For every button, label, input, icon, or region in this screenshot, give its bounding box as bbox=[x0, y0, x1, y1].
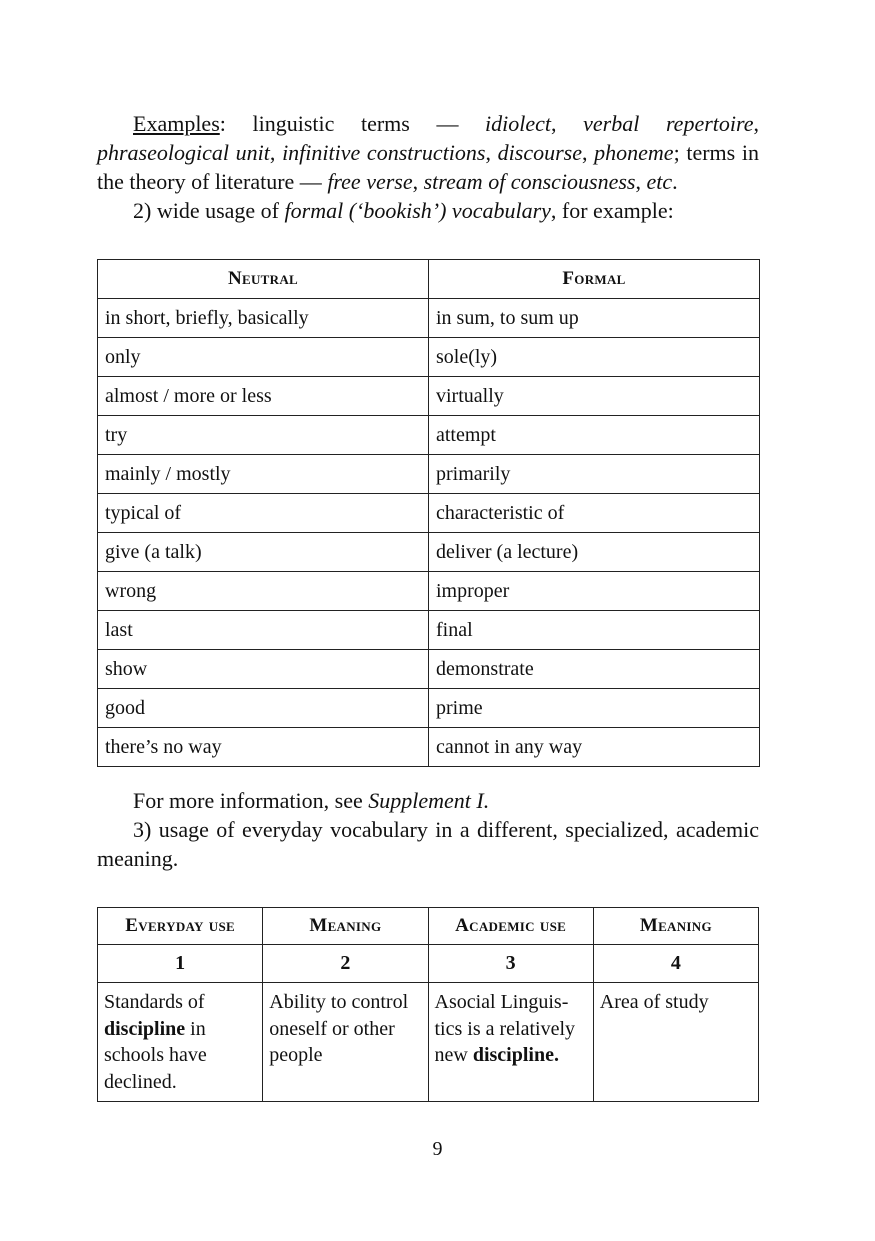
mid-text: ; terms in the theory of literature — bbox=[97, 140, 760, 194]
sep: , bbox=[551, 111, 584, 136]
term-infinitive-constructions: infinitive constructions bbox=[282, 140, 486, 165]
neutral-cell: try bbox=[98, 416, 429, 455]
formal-cell: prime bbox=[429, 689, 760, 728]
lead-text: linguistic terms — bbox=[225, 111, 486, 136]
formal-cell: characteristic of bbox=[429, 494, 760, 533]
column-number: 1 bbox=[98, 945, 263, 983]
formal-cell: deliver (a lecture) bbox=[429, 533, 760, 572]
vocab-table bbox=[97, 259, 760, 767]
term-verbal-repertoire: verbal repertoire bbox=[583, 111, 754, 136]
everyday-before: Standards of bbox=[104, 991, 205, 1013]
table-row bbox=[98, 533, 760, 572]
usage-number-row bbox=[98, 945, 759, 983]
formal-cell: primarily bbox=[429, 455, 760, 494]
lit-etc: etc bbox=[646, 169, 673, 194]
column-number: 2 bbox=[263, 945, 428, 983]
academic-before: Asocial Linguis-tics is a relatively new bbox=[434, 991, 576, 1066]
neutral-cell: give (a talk) bbox=[98, 533, 429, 572]
neutral-cell: good bbox=[98, 689, 429, 728]
table-row bbox=[98, 611, 760, 650]
everyday-keyword: discipline bbox=[104, 1017, 186, 1040]
column-number: 4 bbox=[593, 945, 758, 983]
header-neutral: Neutral bbox=[98, 260, 429, 299]
colon: : bbox=[219, 111, 226, 136]
intro-block bbox=[97, 109, 759, 225]
usage-content-row bbox=[98, 983, 759, 1102]
everyday-use-cell bbox=[98, 983, 263, 1102]
academic-keyword: discipline. bbox=[472, 1044, 559, 1066]
formal-cell: improper bbox=[429, 572, 760, 611]
table-row bbox=[98, 377, 760, 416]
point-2-paragraph bbox=[97, 196, 759, 225]
neutral-cell: almost / more or less bbox=[98, 377, 429, 416]
column-number: 3 bbox=[428, 945, 593, 983]
term-phoneme: phoneme bbox=[594, 140, 674, 165]
usage-table bbox=[97, 907, 759, 1102]
more-info-prefix: For more information, see bbox=[133, 788, 369, 813]
header-everyday-use: Everyday use bbox=[98, 908, 263, 945]
formal-cell: cannot in any way bbox=[429, 728, 760, 767]
formal-cell: demonstrate bbox=[429, 650, 760, 689]
lit-stream-of-consciousness: stream of consciousness bbox=[423, 169, 636, 194]
table-row bbox=[98, 650, 760, 689]
term-phraseological-unit: phraseological unit bbox=[97, 140, 270, 165]
vocab-table-wrapper bbox=[97, 259, 760, 767]
sep: , bbox=[269, 140, 283, 165]
period: . bbox=[672, 169, 678, 194]
everyday-after: in schools have declined. bbox=[104, 1017, 207, 1093]
header-academic-use: Academic use bbox=[428, 908, 593, 945]
term-idiolect: idiolect bbox=[485, 111, 552, 136]
table-row bbox=[98, 728, 760, 767]
neutral-cell: mainly / mostly bbox=[98, 455, 429, 494]
examples-label: Examples bbox=[133, 111, 220, 136]
header-meaning-2: Meaning bbox=[593, 908, 758, 945]
neutral-cell: only bbox=[98, 338, 429, 377]
formal-cell: final bbox=[429, 611, 760, 650]
page-number: 9 bbox=[432, 1138, 443, 1160]
usage-table-wrapper bbox=[97, 907, 759, 1102]
point-2-suffix: , for example: bbox=[550, 198, 674, 223]
neutral-cell: there’s no way bbox=[98, 728, 429, 767]
sep: , bbox=[753, 111, 760, 136]
formal-cell: in sum, to sum up bbox=[429, 299, 760, 338]
neutral-cell: typical of bbox=[98, 494, 429, 533]
neutral-cell: last bbox=[98, 611, 429, 650]
examples-paragraph bbox=[97, 109, 759, 196]
meaning-1-cell: Ability to control oneself or other people bbox=[263, 983, 428, 1102]
meaning-2-cell: Area of study bbox=[593, 983, 758, 1102]
after-table-block bbox=[97, 786, 759, 873]
neutral-cell: in short, briefly, basically bbox=[98, 299, 429, 338]
usage-header-row bbox=[98, 908, 759, 945]
neutral-cell: show bbox=[98, 650, 429, 689]
point-2-prefix: 2) wide usage of bbox=[133, 198, 285, 223]
sep: , bbox=[412, 169, 424, 194]
table-row bbox=[98, 572, 760, 611]
table-row bbox=[98, 689, 760, 728]
table-row bbox=[98, 299, 760, 338]
term-discourse: discourse bbox=[497, 140, 582, 165]
table-row bbox=[98, 494, 760, 533]
table-row bbox=[98, 455, 760, 494]
point-2-emphasis: formal (‘bookish’) vocabulary bbox=[284, 198, 551, 223]
lit-free-verse: free verse bbox=[327, 169, 413, 194]
header-meaning-1: Meaning bbox=[263, 908, 428, 945]
header-formal: Formal bbox=[429, 260, 760, 299]
sep: , bbox=[485, 140, 498, 165]
supplement-reference: Supplement I. bbox=[368, 788, 490, 813]
vocab-header-row bbox=[98, 260, 760, 299]
formal-cell: virtually bbox=[429, 377, 760, 416]
table-row bbox=[98, 338, 760, 377]
formal-cell: sole(ly) bbox=[429, 338, 760, 377]
sep: , bbox=[581, 140, 595, 165]
point-3-paragraph: 3) usage of everyday vocabulary in a different, specialized, academic meaning. bbox=[97, 817, 759, 871]
sep: , bbox=[635, 169, 647, 194]
table-row bbox=[98, 416, 760, 455]
formal-cell: attempt bbox=[429, 416, 760, 455]
neutral-cell: wrong bbox=[98, 572, 429, 611]
academic-use-cell bbox=[428, 983, 593, 1102]
more-info-paragraph bbox=[97, 786, 759, 815]
